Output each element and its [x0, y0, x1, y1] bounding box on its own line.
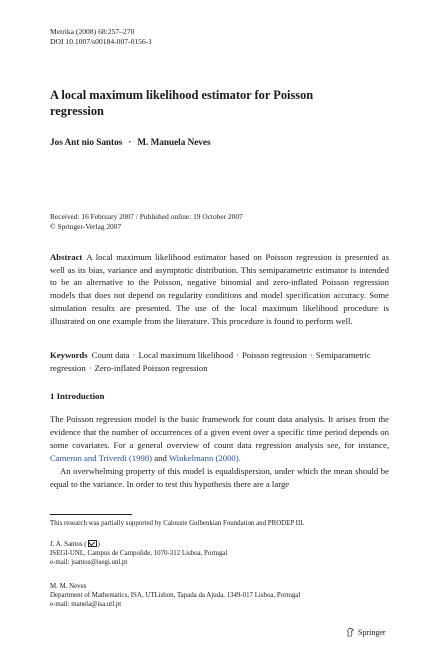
abstract-label: Abstract	[50, 252, 83, 262]
author-neves: M. Manuela Neves	[137, 137, 211, 147]
intro-paragraph-1: The Poisson regression model is the basic framework for count data analysis. It arises from the evidence that the number of occurrences of a given event over a specific time period depends on some covariates. For a general overview of count data regression analysis see, for instance, Cameron and Triverdi (1998) and Winkelmann (2000).	[50, 414, 389, 463]
title-line-1: A local maximum likelihood estimator for Poisson	[50, 88, 314, 102]
affiliation-address: Department of Mathematics, ISA, UTLisbon, Tapada da Ajuda, 1349-017 Lisboa, Portugal	[50, 592, 301, 599]
publication-history	[50, 212, 243, 232]
section-heading-introduction: 1 Introduction	[50, 391, 105, 401]
affiliation-neves	[50, 582, 300, 609]
citation-link-cameron[interactable]: Cameron and Triverdi (1998)	[50, 452, 153, 463]
copyright-notice: © Springer-Verlag 2007	[50, 222, 122, 231]
keyword-item: Zero-inflated Poisson regression	[94, 362, 208, 373]
keyword-item: Local maximum likelihood	[138, 350, 234, 360]
affiliation-name: M. M. Neves	[50, 583, 87, 590]
funding-footnote: This research was partially supported by Calouste Gulbenkian Foundation and PRODEP III.	[50, 520, 305, 527]
keywords: Keywords Count data · Local maximum likelihood · Poisson regression · Semiparametric regression · Zero-inflated Poisson regression	[50, 350, 371, 373]
intro-paragraph-2: An overwhelming property of this model is equaldispersion, under which the mean should be equal to the variance. In order to test this hypothesis there are a large	[50, 465, 389, 489]
springer-horse-icon	[346, 627, 355, 637]
affiliation-santos: J. A. Santos ( ) ISEGI-UNL, Campus de Campolide, 1070-312 Lisboa, Portugal e-mail: jsantos@isegi.unl.pt	[50, 541, 228, 566]
paper-title	[50, 87, 380, 119]
keyword-item: Semiparametric regression	[50, 350, 371, 373]
abstract-text: A local maximum likelihood estimator based on Poisson regression is presented as well as its bias, variance and asymptotic distribution. This semiparametric estimator is intended to be an alternative to the Poisson, negative binomial and zero-inflated Poisson regression models that does not depend on regularity conditions and model specification accuracy. Some simulation results are presented. The use of the local maximum likelihood procedure is illustrated on one example from the literature. This procedure is found to perform well.	[50, 252, 389, 326]
footnote-divider	[50, 514, 132, 515]
publisher-logo	[346, 627, 386, 637]
keyword-item: Poisson regression	[241, 350, 307, 360]
affiliation-email: e-mail: manela@isa.utl.pt	[50, 601, 122, 608]
author-list	[50, 137, 211, 147]
journal-info	[50, 27, 152, 47]
affiliation-email: e-mail: jsantos@isegi.unl.pt	[50, 559, 128, 566]
keywords-label: Keywords	[50, 350, 88, 360]
affiliation-address: ISEGI-UNL, Campus de Campolide, 1070-312 Lisboa, Portugal	[50, 550, 228, 557]
citation-link-winkelmann[interactable]: Winkelmann (2000).	[168, 452, 241, 463]
envelope-icon	[88, 540, 97, 547]
received-dates: Received: 16 February 2007 / Published online: 19 October 2007	[50, 212, 243, 221]
abstract	[50, 251, 389, 327]
journal-citation: Metrika (2008) 68:257–270	[50, 27, 135, 36]
title-line-2: regression	[50, 104, 104, 118]
author-santos: Jos Ant nio Santos	[50, 137, 123, 147]
publisher-name: Springer	[358, 627, 386, 637]
author-separator: ·	[128, 137, 132, 147]
journal-doi: DOI 10.1007/s00184-007-0156-1	[50, 37, 153, 46]
introduction-body	[50, 413, 389, 490]
keyword-item: Count data	[91, 350, 130, 360]
affiliation-name: J. A. Santos	[50, 541, 83, 548]
